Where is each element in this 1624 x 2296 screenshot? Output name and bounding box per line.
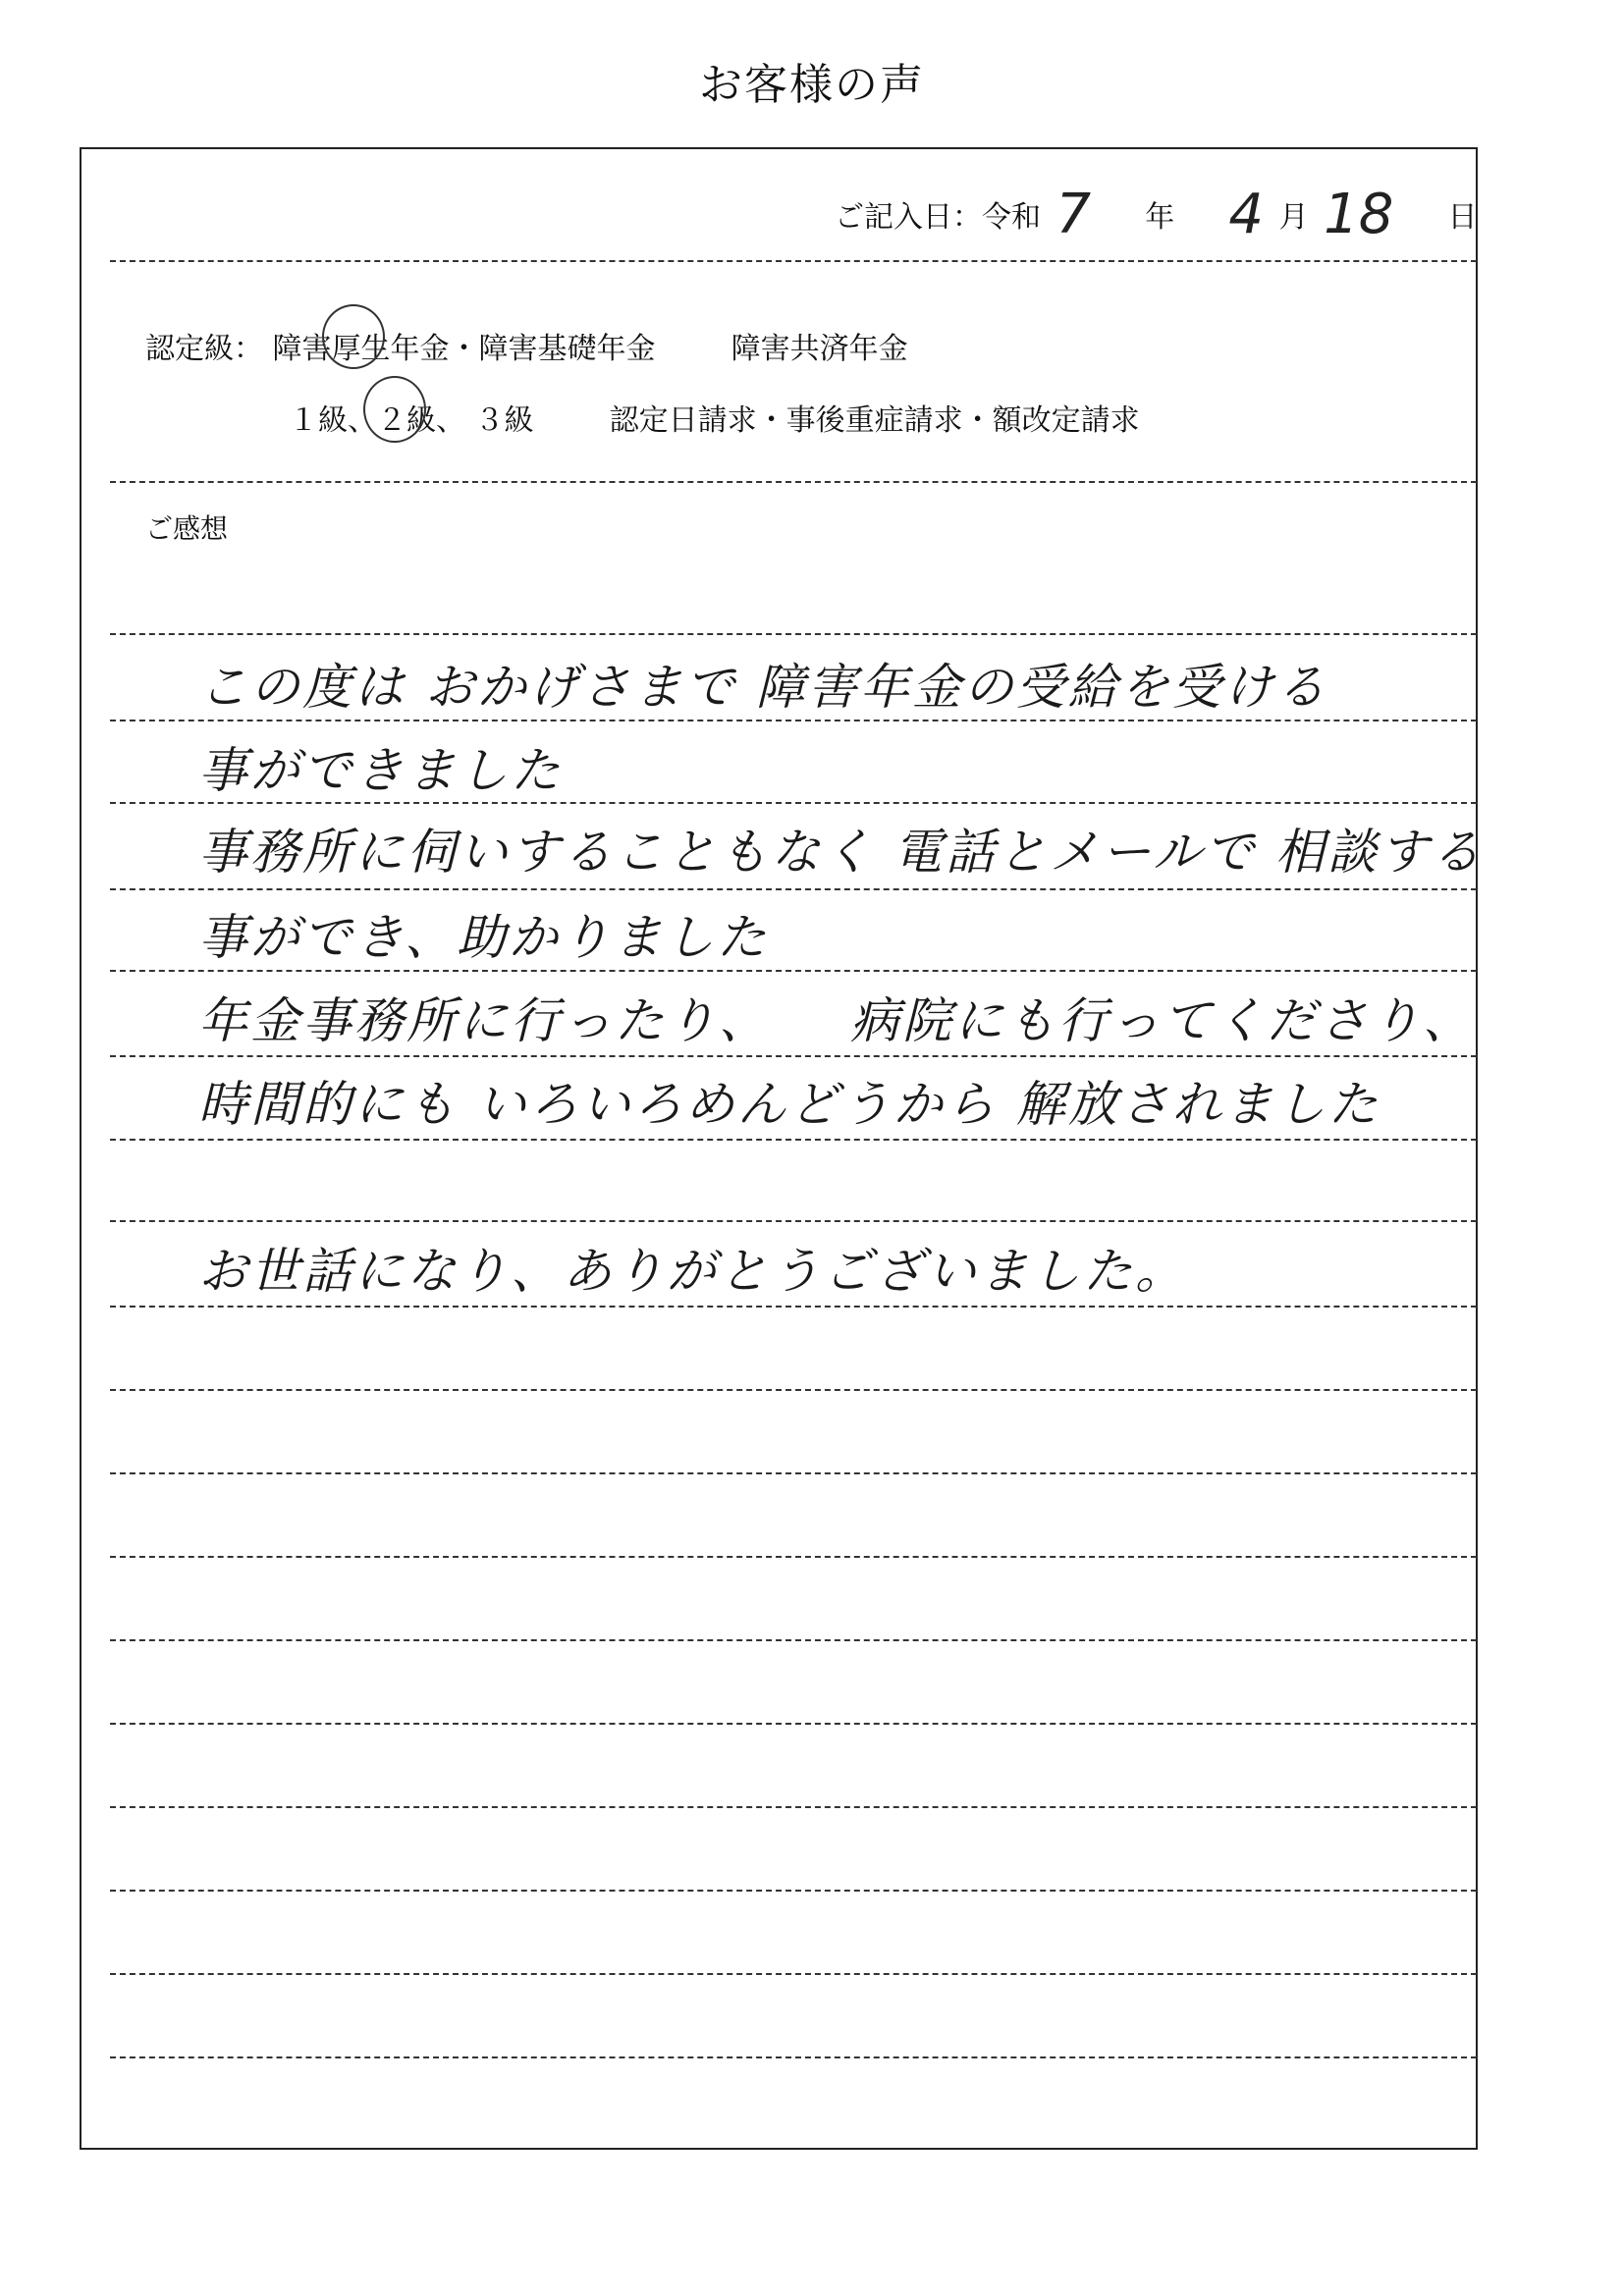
pension-extra: 障害共済年金 bbox=[731, 332, 908, 366]
certification-line bbox=[145, 324, 908, 367]
ruled-line bbox=[110, 2056, 1477, 2058]
grade-1: １級、 bbox=[289, 403, 377, 438]
impression-line: 事ができ、助かりました bbox=[198, 909, 769, 966]
pension-suffix: 年金・障害基礎年金 bbox=[390, 332, 656, 366]
ruled-line bbox=[110, 1055, 1477, 1057]
ruled-line bbox=[110, 720, 1477, 721]
impression-line: お世話になり、ありがとうございました。 bbox=[198, 1243, 1187, 1300]
ruled-line bbox=[110, 1139, 1477, 1141]
ruled-line bbox=[110, 802, 1477, 804]
impression-line: この度は おかげさまで 障害年金の受給を受ける bbox=[198, 659, 1328, 716]
ruled-line bbox=[110, 1306, 1477, 1308]
ruled-line bbox=[110, 633, 1477, 635]
pension-type-selected: 厚生 bbox=[332, 324, 391, 367]
ruled-line bbox=[110, 1890, 1477, 1892]
selection-circle bbox=[322, 304, 385, 369]
ruled-line bbox=[110, 1556, 1477, 1558]
date-day-unit: 日 bbox=[1447, 200, 1478, 235]
divider bbox=[110, 481, 1477, 483]
date-year: 7 bbox=[1056, 183, 1092, 246]
date-month-unit: 月 bbox=[1278, 200, 1309, 235]
divider bbox=[110, 260, 1477, 262]
entry-date bbox=[835, 183, 1477, 246]
grade-2-suffix: 、 bbox=[436, 403, 465, 438]
date-year-unit: 年 bbox=[1145, 200, 1175, 235]
date-day: 18 bbox=[1324, 183, 1394, 246]
page-title: お客様の声 bbox=[699, 60, 925, 110]
date-month: 4 bbox=[1228, 183, 1265, 246]
impression-line: 年金事務所に行ったり、 病院にも行ってくださり、 bbox=[198, 992, 1475, 1049]
ruled-line bbox=[110, 1639, 1477, 1641]
ruled-line bbox=[110, 1389, 1477, 1391]
impression-line: 事務所に伺いすることもなく 電話とメールで 相談する bbox=[198, 824, 1484, 881]
impression-line: 時間的にも いろいろめんどうから 解放されました bbox=[198, 1076, 1380, 1133]
certification-label: 認定級： bbox=[145, 332, 263, 366]
grade-2-selected: ２級 bbox=[377, 396, 436, 439]
ruled-line bbox=[110, 1723, 1477, 1725]
ruled-line bbox=[110, 1472, 1477, 1474]
pension-prefix: 障害 bbox=[272, 332, 332, 366]
ruled-line bbox=[110, 1973, 1477, 1975]
ruled-line bbox=[110, 970, 1477, 972]
request-types: 認定日請求・事後重症請求・額改定請求 bbox=[609, 403, 1140, 438]
selection-circle bbox=[363, 376, 426, 443]
ruled-line bbox=[110, 1806, 1477, 1808]
impression-line: 事ができました bbox=[198, 742, 563, 799]
date-label: ご記入日：令和 bbox=[835, 200, 1041, 235]
grade-3: ３級 bbox=[474, 403, 534, 438]
form-frame bbox=[80, 147, 1478, 2150]
grade-line bbox=[289, 396, 1140, 439]
impressions-label: ご感想 bbox=[145, 512, 229, 545]
ruled-line bbox=[110, 888, 1477, 890]
ruled-line bbox=[110, 1220, 1477, 1222]
